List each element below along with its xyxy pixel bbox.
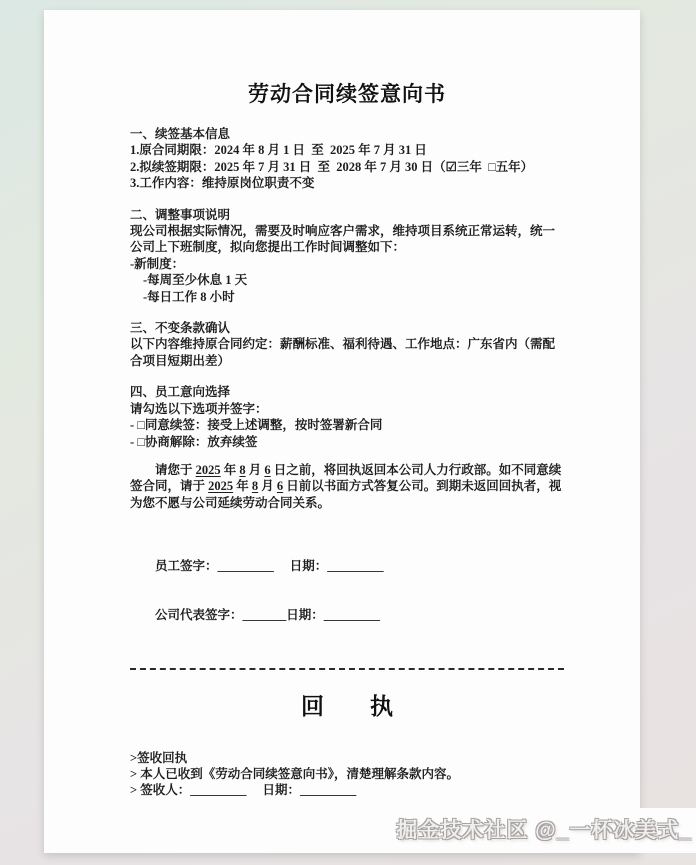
- section-basic-info: [130, 126, 564, 192]
- work-content: 3.工作内容：维持原岗位职责不变: [130, 176, 315, 191]
- watermark: 掘金技术社区 @_一杯冰美式_: [396, 819, 692, 842]
- new-policy-intro: -新制度：: [130, 256, 185, 271]
- receipt-signature-line: [130, 782, 564, 798]
- employee-signature-blank: _________: [217, 558, 274, 573]
- company-signature-blank: _______: [242, 607, 287, 622]
- receipt-title: 回 执: [301, 692, 393, 719]
- notice-text: 日前以书面方式答复公司。到期未返回回执者，视为您不愿与公司延续劳动合同关系。: [130, 479, 562, 510]
- receipt-document-name: 《劳动合同续签意向书》: [202, 766, 335, 781]
- original-contract-term: 1.原合同期限：2024 年 8 月 1 日 至 2025 年 7 月 31 日: [130, 143, 427, 158]
- company-date-blank: _________: [323, 607, 381, 622]
- receipt-ack-prefix: > 本人已收到: [130, 766, 203, 781]
- section-basic-info-heading: 一、续签基本信息: [130, 127, 231, 141]
- company-signature-label: 公司代表签字：: [155, 607, 243, 622]
- document-content: [44, 10, 640, 799]
- employee-date-label: 日期：: [289, 558, 328, 573]
- return-deadline-notice: [130, 462, 564, 511]
- receipt-date-blank: _________: [300, 783, 357, 798]
- notice-day-underlined: 6: [276, 479, 284, 494]
- unchanged-terms-body: 以下内容维持原合同约定：薪酬标准、福利待遇、工作地点：广东省内（需配合项目短期出差）: [130, 337, 556, 368]
- section-choice-heading: 四、员工意向选择: [130, 385, 231, 400]
- notice-text: 日之前，将回执返回本公司人力行政部。如不同意续签合同，请于: [130, 462, 562, 494]
- receipt-ack-suffix: ，清楚理解条款内容。: [334, 766, 460, 781]
- document-page: [44, 10, 640, 853]
- option-terminate: - □协商解除：放弃续签: [130, 434, 258, 449]
- notice-text: 月: [245, 462, 265, 477]
- adjustments-body: 现公司根据实际情况，需要及时响应客户需求，维持项目系统正常运转，统一公司上下班制度，拟向您提出工作时间调整如下：: [130, 224, 556, 255]
- document-title: 劳动合同续签意向书: [248, 83, 446, 106]
- section-adjustments-heading: 二、调整事项说明: [130, 207, 231, 222]
- notice-text: 请您于: [155, 462, 196, 477]
- renewal-term-with-checkboxes: 2.拟续签期限：2025 年 7 月 31 日 至 2028 年 7 月 30 日（☑三年 □五年）: [130, 159, 534, 174]
- dashed-separator: [130, 668, 564, 670]
- employee-date-blank: _________: [327, 558, 384, 573]
- section-employee-choice: [130, 384, 564, 450]
- section-unchanged-terms: [130, 320, 564, 369]
- company-date-label: 日期：: [286, 607, 324, 622]
- choice-intro: 请勾选以下选项并签字：: [130, 401, 268, 416]
- receipt-block: [130, 750, 564, 799]
- receipt-date-label: 日期：: [262, 783, 301, 798]
- employee-signature-label: 员工签字：: [155, 558, 218, 573]
- notice-text: 年: [233, 479, 252, 494]
- signature-block: [130, 541, 564, 639]
- notice-year-underlined: 2025: [208, 479, 234, 494]
- section-unchanged-heading: 三、不变条款确认: [130, 321, 231, 336]
- receipt-acknowledgement-line: [130, 766, 564, 782]
- notice-day-underlined: 6: [264, 462, 271, 477]
- notice-month-underlined: 8: [251, 479, 259, 494]
- notice-text: 年: [220, 462, 240, 477]
- option-agree-renew: - □同意续签：接受上述调整，按时签署新合同: [130, 418, 383, 433]
- notice-text: 月: [258, 479, 277, 494]
- notice-month-underlined: 8: [239, 462, 246, 477]
- policy-item-rest: -每周至少休息 1 天: [143, 273, 248, 288]
- section-adjustments: [130, 207, 564, 305]
- notice-year-underlined: 2025: [195, 462, 221, 477]
- receipt-signer-blank: _________: [190, 783, 247, 798]
- policy-item-hours: -每日工作 8 小时: [143, 289, 235, 304]
- receipt-signer-label: > 签收人：: [130, 783, 191, 798]
- receipt-heading-line: >签收回执: [130, 750, 188, 765]
- company-signature-row: [130, 590, 564, 639]
- employee-signature-row: [130, 541, 564, 590]
